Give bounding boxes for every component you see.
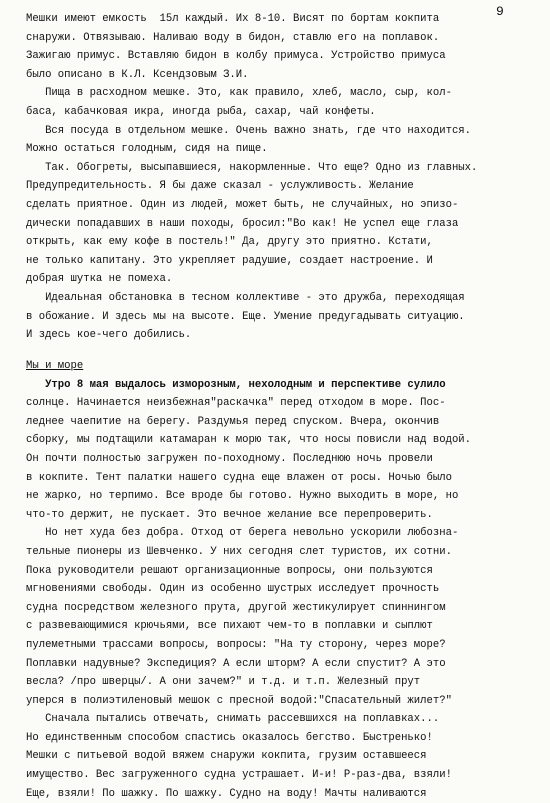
section-heading: Мы и море xyxy=(26,360,84,372)
page-number: 9 xyxy=(496,4,504,19)
text-line: мгновениями свободы. Один из особенно шустрых исследует прочность xyxy=(26,583,440,596)
text-line: сделать приятное. Один из людей, может быть, не случайных, но эпизо- xyxy=(26,198,459,211)
text-line: Поплавки надувные? Экспедиция? А если шторм? А если спустит? А это xyxy=(26,657,446,670)
text-line: открыть, как ему кофе в постель!" Да, другу это приятно. Кстати, xyxy=(26,236,433,249)
text-line: не только капитану. Это укрепляет радушие, создает настроение. И xyxy=(26,254,433,267)
text-line: солнце. Начинается неизбежная"раскачка" перед отходом в море. Пос- xyxy=(26,397,446,410)
text-line: в обожание. И здесь мы на высоте. Еще. Умение предугадывать ситуацию. xyxy=(26,310,465,323)
text-line: не жарко, но терпимо. Все вроде бы готово. Нужно выходить в море, но xyxy=(26,490,459,503)
text-line: весла? /про шверцы/. А они зачем?" и т.д. и т.п. Железный прут xyxy=(26,676,421,689)
text-line: Вся посуда в отдельном мешке. Очень важно знать, где что находится. xyxy=(26,124,472,137)
text-line: Мешки имеют емкость 15л каждый. Их 8-10. Висят по бортам кокпита xyxy=(26,13,440,25)
text-line: что-то держит, не пускает. Это вечное желание все перепроверить. xyxy=(26,508,433,521)
text-line: пулеметными трассами вопросы, вопросы: "На ту сторону, через море? xyxy=(26,638,446,651)
text-line: снаружи. Отвязываю. Наливаю воду в бидон, ставлю его на поплавок. xyxy=(26,31,440,44)
text-line: Сначала пытались отвечать, снимать рассевшихся на поплавках... xyxy=(26,713,440,726)
text-line: Пища в расходном мешке. Это, как правило, хлеб, масло, сыр, кол- xyxy=(26,87,452,100)
text-line: с развевающимися крючьями, все пихают чем-то в поплавки и сыплют xyxy=(26,620,433,633)
text-line: сборку, мы подтащили катамаран к морю так, что носы повисли над водой. xyxy=(26,434,472,447)
text-line: И здесь кое-чего добились. xyxy=(26,329,192,342)
text-line: уперся в полиэтиленовый мешок с пресной водой:"Спасательный жилет?" xyxy=(26,694,452,707)
text-line: Мешки с питьевой водой вяжем снаружи кокпита, грузим оставшееся xyxy=(26,750,427,763)
text-line: Он почти полностью загружен по-походному. Последнюю ночь провели xyxy=(26,452,433,465)
text-line: леднее чаепитие на берегу. Раздумья перед спуском. Вчера, окончив xyxy=(26,415,440,428)
text-line: Но единственным способом спастись оказалось бегство. Быстренько! xyxy=(26,731,433,744)
text-line: Пока руководители решают организационные вопросы, они пользуются xyxy=(26,564,433,577)
text-line: Утро 8 мая выдалось изморозным, нехолодным и перспективе сулило xyxy=(26,378,446,391)
text-line: Предупредительность. Я бы даже сказал - услужливость. Желание xyxy=(26,180,414,193)
text-line: добрая шутка не помеха. xyxy=(26,273,173,286)
text-line: было описано в К.Л. Ксендзовым З.И. xyxy=(26,68,249,81)
text-line: дически попадавших в наши походы, бросил:"Во как! Не успел еще глаза xyxy=(26,217,459,230)
text-line: судна посредством железного прута, другой жестикулирует спиннингом xyxy=(26,601,446,614)
text-line: Можно остаться голодным, сидя на пище. xyxy=(26,143,268,156)
text-line: Но нет худа без добра. Отход от берега невольно ускорили любозна- xyxy=(26,527,459,540)
section-two xyxy=(26,357,536,803)
text-line: тельные пионеры из Шевченко. У них сегодня слет туристов, их сотни. xyxy=(26,545,452,558)
text-line: Зажигаю примус. Вставляю бидон в колбу примуса. Устройство примуса xyxy=(26,50,446,63)
text-line: Так. Обогреты, высыпавшиеся, накормленные. Что еще? Одно из главных. xyxy=(26,161,478,174)
text-line: Еще, взяли! По шажку. По шажку. Судно на воду! Мачты наливаются xyxy=(26,787,427,800)
text-line: имущество. Вес загруженного судна устрашает. И-и! Р-раз-два, взяли! xyxy=(26,769,452,782)
text-line: в кокпите. Тент палатки нашего судна еще влажен от росы. Ночью было xyxy=(26,471,452,484)
text-line: баса, кабачковая икра, иногда рыба, сахар, чай конфеты. xyxy=(26,105,376,118)
text-line: Идеальная обстановка в тесном коллективе - это дружба, переходящая xyxy=(26,291,465,304)
section-one xyxy=(26,10,536,345)
